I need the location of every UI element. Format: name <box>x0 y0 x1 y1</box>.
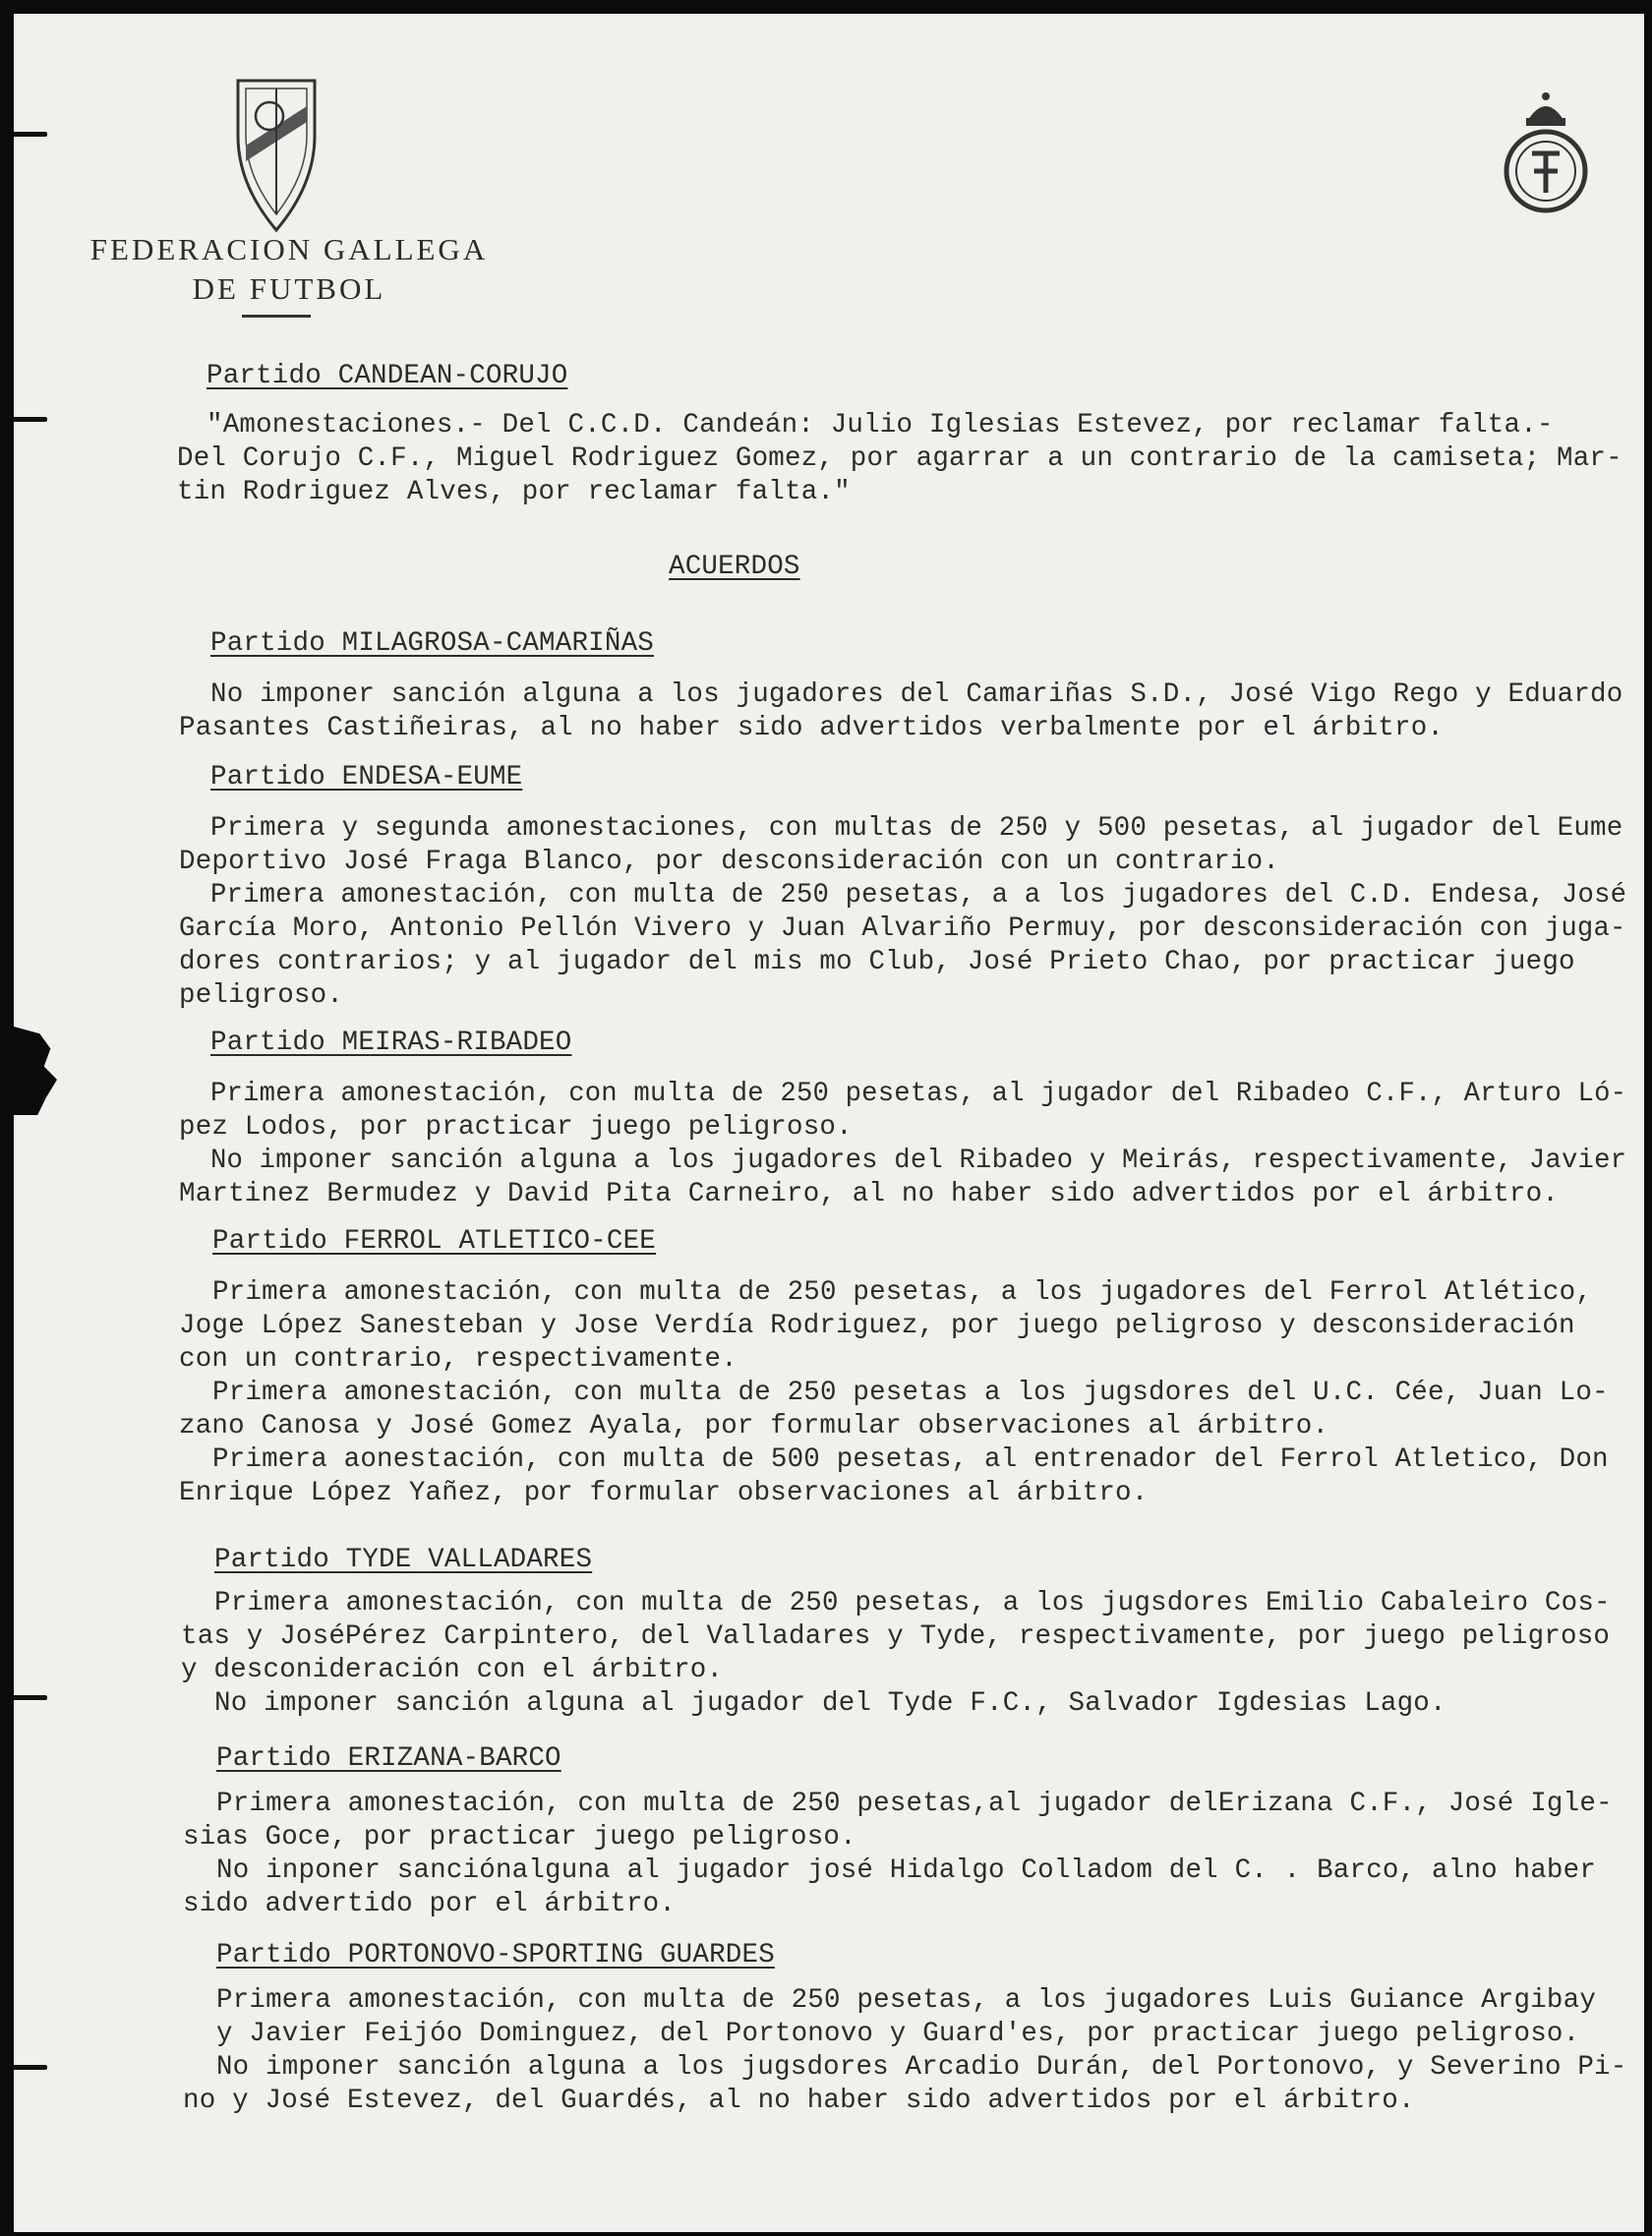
section-line: Primera amonestación, con multa de 250 pesetas, a a los jugadores del C.D. Endesa, José <box>210 880 1627 911</box>
section-line: Joge López Sanesteban y Jose Verdía Rodriguez, por juego peligroso y desconsideración <box>179 1311 1575 1341</box>
section-line: sido advertido por el árbitro. <box>183 1889 677 1919</box>
section-title: Partido MEIRAS-RIBADEO <box>210 1028 572 1058</box>
section-title: Partido ERIZANA-BARCO <box>216 1743 561 1774</box>
federation-shield-logo <box>232 77 321 234</box>
section-line: con un contrario, respectivamente. <box>179 1344 738 1375</box>
federation-name-line1: FEDERACION GALLEGA <box>89 232 489 266</box>
section-line: y Javier Feijóo Dominguez, del Portonovo y Guard'es, por practicar juego peligroso. <box>216 2019 1580 2049</box>
section-line: Primera y segunda amonestaciones, con multas de 250 y 500 pesetas, al jugador del Eume <box>210 813 1623 844</box>
section-line: No imponer sanción alguna al jugador del Tyde F.C., Salvador Igdesias Lago. <box>214 1688 1446 1719</box>
section-line: No imponer sanción alguna a los jugsdores Arcadio Durán, del Portonovo, y Severino Pi- <box>216 2052 1627 2083</box>
document-page <box>14 14 1644 2232</box>
section-line: Primera amonestación, con multa de 250 pesetas,al jugador delErizana C.F., José Igle- <box>216 1789 1613 1819</box>
intro-match-title: Partido CANDEAN-CORUJO <box>206 361 568 391</box>
section-line: tas y JoséPérez Carpintero, del Valladares y Tyde, respectivamente, por juego peligroso <box>181 1621 1611 1652</box>
section-line: Primera amonestación, con multa de 250 pesetas a los jugsdores del U.C. Cée, Juan Lo- <box>212 1378 1609 1408</box>
section-line: No imponer sanción alguna a los jugadores del Camariñas S.D., José Vigo Rego y Eduardo <box>210 679 1623 710</box>
section-line: zano Canosa y José Gomez Ayala, por formular observaciones al árbitro. <box>179 1411 1329 1442</box>
acuerdos-heading: ACUERDOS <box>669 552 800 582</box>
intro-line: "Amonestaciones.- Del C.C.D. Candeán: Julio Iglesias Estevez, por reclamar falta.- <box>206 410 1554 441</box>
section-line: pez Lodos, por practicar juego peligroso. <box>179 1112 853 1143</box>
section-line: sias Goce, por practicar juego peligroso. <box>183 1822 856 1853</box>
federation-name <box>83 230 496 309</box>
binding-hole <box>14 417 47 422</box>
section-title: Partido MILAGROSA-CAMARIÑAS <box>210 628 654 659</box>
section-line: Primera aonestación, con multa de 500 pesetas, al entrenador del Ferrol Atletico, Don <box>212 1444 1609 1475</box>
binding-hole <box>14 132 47 137</box>
section-line: No imponer sanción alguna a los jugadores del Ribadeo y Meirás, respectivamente, Javier <box>210 1146 1627 1176</box>
section-line: y desconideración con el árbitro. <box>181 1655 724 1685</box>
section-line: dores contrarios; y al jugador del mis mo Club, José Prieto Chao, por practicar juego <box>179 947 1575 977</box>
section-line: peligroso. <box>179 980 344 1011</box>
letterhead-rule <box>242 315 311 318</box>
section-line: Primera amonestación, con multa de 250 pesetas, a los jugadores Luis Guiance Argibay <box>216 1985 1597 2016</box>
binding-hole <box>14 2065 47 2070</box>
section-line: no y José Estevez, del Guardés, al no haber sido advertidos por el árbitro. <box>183 2086 1415 2116</box>
crowned-emblem-logo <box>1499 92 1593 220</box>
torn-edge <box>14 1027 57 1115</box>
section-line: Primera amonestación, con multa de 250 pesetas, a los jugadores del Ferrol Atlético, <box>212 1277 1593 1308</box>
section-title: Partido PORTONOVO-SPORTING GUARDES <box>216 1940 775 1971</box>
section-title: Partido TYDE VALLADARES <box>214 1545 593 1575</box>
section-line: Primera amonestación, con multa de 250 pesetas, al jugador del Ribadeo C.F., Arturo Ló- <box>210 1079 1627 1109</box>
section-line: Enrique López Yañez, por formular observaciones al árbitro. <box>179 1478 1149 1508</box>
section-line: García Moro, Antonio Pellón Vivero y Juan Alvariño Permuy, por desconsideración con juga- <box>179 913 1626 944</box>
section-line: Primera amonestación, con multa de 250 pesetas, a los jugsdores Emilio Cabaleiro Cos- <box>214 1588 1611 1618</box>
binding-hole <box>14 1695 47 1700</box>
section-line: No inponer sanciónalguna al jugador josé Hidalgo Colladom del C. . Barco, alno haber <box>216 1855 1597 1886</box>
section-line: Martinez Bermudez y David Pita Carneiro, al no haber sido advertidos por el árbitro. <box>179 1179 1560 1209</box>
section-title: Partido ENDESA-EUME <box>210 762 523 793</box>
section-line: Deportivo José Fraga Blanco, por desconsideración con un contrario. <box>179 847 1280 877</box>
section-title: Partido FERROL ATLETICO-CEE <box>212 1226 656 1257</box>
intro-line: tin Rodriguez Alves, por reclamar falta." <box>177 477 851 507</box>
federation-name-line2: DE FUTBOL <box>192 271 386 306</box>
section-line: Pasantes Castiñeiras, al no haber sido advertidos verbalmente por el árbitro. <box>179 713 1445 743</box>
intro-line: Del Corujo C.F., Miguel Rodriguez Gomez, por agarrar a un contrario de la camiseta; Mar- <box>177 443 1622 474</box>
